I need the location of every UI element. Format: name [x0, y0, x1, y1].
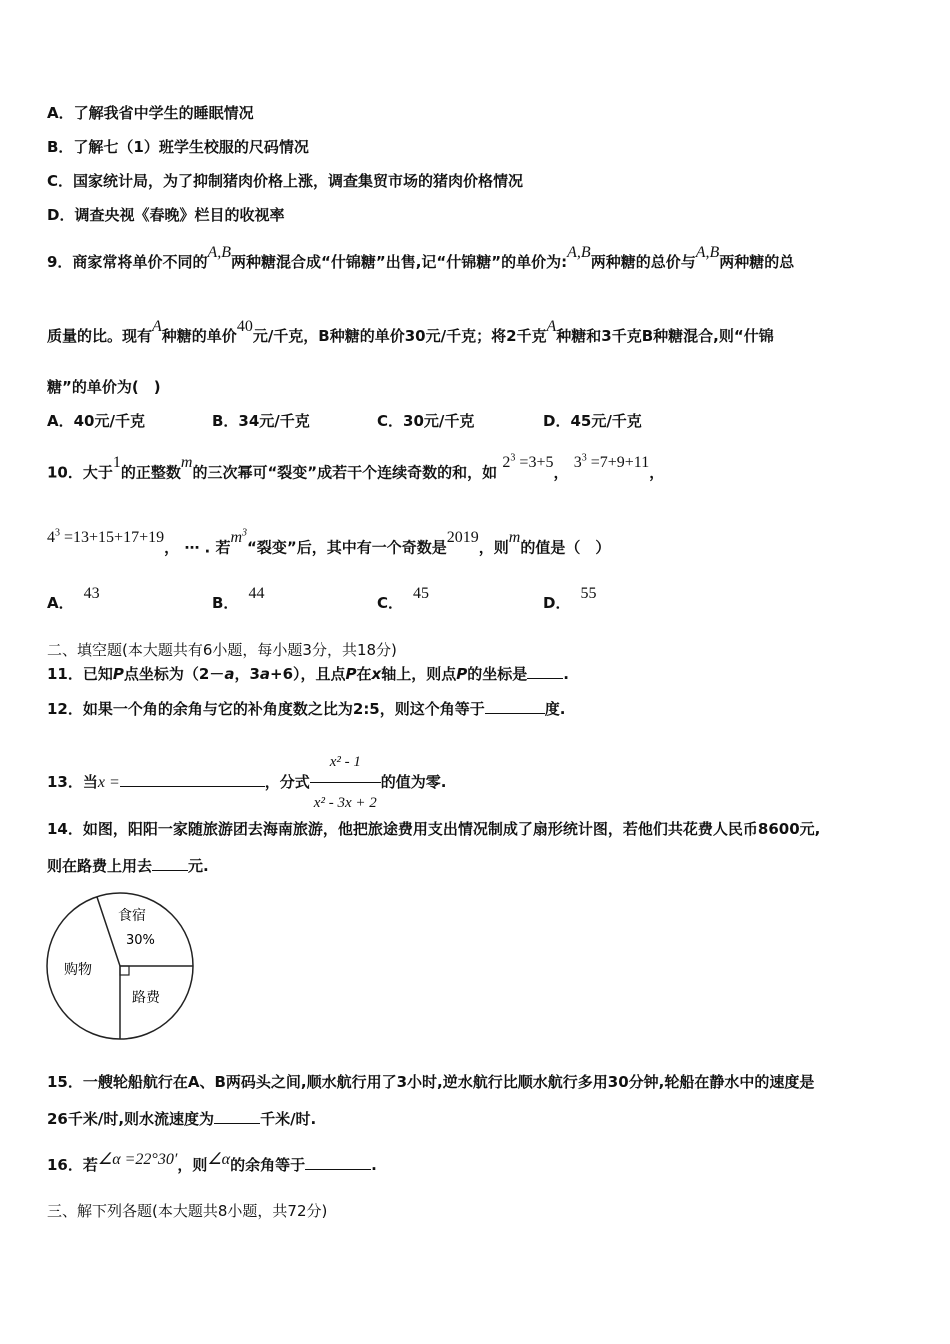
- q14-answer-blank[interactable]: [152, 856, 188, 871]
- q13-fraction: $\frac{\text{x² - 1}}{\text{x² - 3x + 2}}$: [310, 742, 381, 823]
- q9-line1: 9．商家常将单价不同的A,B两种糖混合成“什锦糖”出售,记“什锦糖”的单价为:A,B两种糖的总价与A,B两种糖的总: [47, 244, 795, 271]
- q14-line2: 则在路费上用去 元.: [47, 857, 209, 875]
- q10-option-b: B．44: [212, 585, 265, 612]
- pie-label-travel: 路费: [132, 990, 160, 1006]
- q9-option-b: B．34元/千克: [212, 412, 310, 430]
- q15-line1: 15．一艘轮船航行在A、B两码头之间,顺水航行用了3小时,逆水航行比顺水航行多用30分钟,轮船在静水中的速度是: [47, 1073, 815, 1091]
- q8-option-b: B．了解七（1）班学生校服的尺码情况: [47, 138, 309, 156]
- pie-label-food-pct: 30%: [126, 933, 155, 948]
- pie-label-shopping: 购物: [64, 962, 92, 978]
- section-2-heading: 二、填空题(本大题共有6小题，每小题3分，共18分): [47, 641, 397, 659]
- q14-line1: 14．如图，阳阳一家随旅游团去海南旅游，他把旅途费用支出情况制成了扇形统计图，若他们共花费人民币8600元,: [47, 820, 821, 838]
- q16-answer-blank[interactable]: [305, 1155, 371, 1170]
- pie-label-food: 食宿: [118, 908, 146, 924]
- q12: 12．如果一个角的余角与它的补角度数之比为2:5，则这个角等于 度.: [47, 700, 566, 718]
- q10-option-c: C．45: [377, 585, 430, 612]
- q13: 13．当x = ，分式 $\frac{\text{x² - 1}}{\text{x² - 3x + 2}}$ 的值为零.: [47, 742, 446, 782]
- q11: 11．已知P点坐标为（2－a，3a+6），且点P在x轴上，则点P的坐标是 .: [47, 665, 569, 683]
- section-3-heading: 三、解下列各题(本大题共8小题，共72分): [47, 1202, 328, 1220]
- q16: 16．若∠α =22°30′，则∠α的余角等于 .: [47, 1151, 377, 1174]
- q10-option-a: A．43: [47, 585, 100, 612]
- q10-line2: $4^3 =13+15+17+19$， ⋯ . 若$m^3“$裂变”后，其中有一个奇数是2019，则m的值是（ ）: [47, 528, 611, 557]
- q13-answer-blank[interactable]: [120, 772, 265, 787]
- q9-option-d: D．45元/千克: [543, 412, 642, 430]
- expense-pie-chart: [40, 890, 200, 1050]
- q10-line1: 10．大于1的正整数m的三次幂可“裂变”成若干个连续奇数的和，如 $2^3 =3+5$， $3^3 =7+9+11$，: [47, 453, 665, 482]
- q9-option-a: A．40元/千克: [47, 412, 145, 430]
- q11-answer-blank[interactable]: [527, 664, 563, 679]
- q10-option-d: D．55: [543, 585, 597, 612]
- q15-line2: 26千米/时,则水流速度为 千米/时.: [47, 1110, 317, 1128]
- q8-option-d: D．调查央视《春晚》栏目的收视率: [47, 206, 285, 224]
- q9-option-c: C．30元/千克: [377, 412, 475, 430]
- q12-answer-blank[interactable]: [485, 699, 545, 714]
- q9-line3: 糖”的单价为( ): [47, 378, 161, 396]
- q8-option-a: A．了解我省中学生的睡眠情况: [47, 104, 254, 122]
- q9-line2: 质量的比。现有A种糖的单价40元/千克，B种糖的单价30元/千克；将2千克A种糖和3千克B种糖混合,则“什锦: [47, 318, 774, 345]
- q15-answer-blank[interactable]: [214, 1109, 260, 1124]
- q8-option-c: C．国家统计局，为了抑制猪肉价格上涨，调查集贸市场的猪肉价格情况: [47, 172, 524, 190]
